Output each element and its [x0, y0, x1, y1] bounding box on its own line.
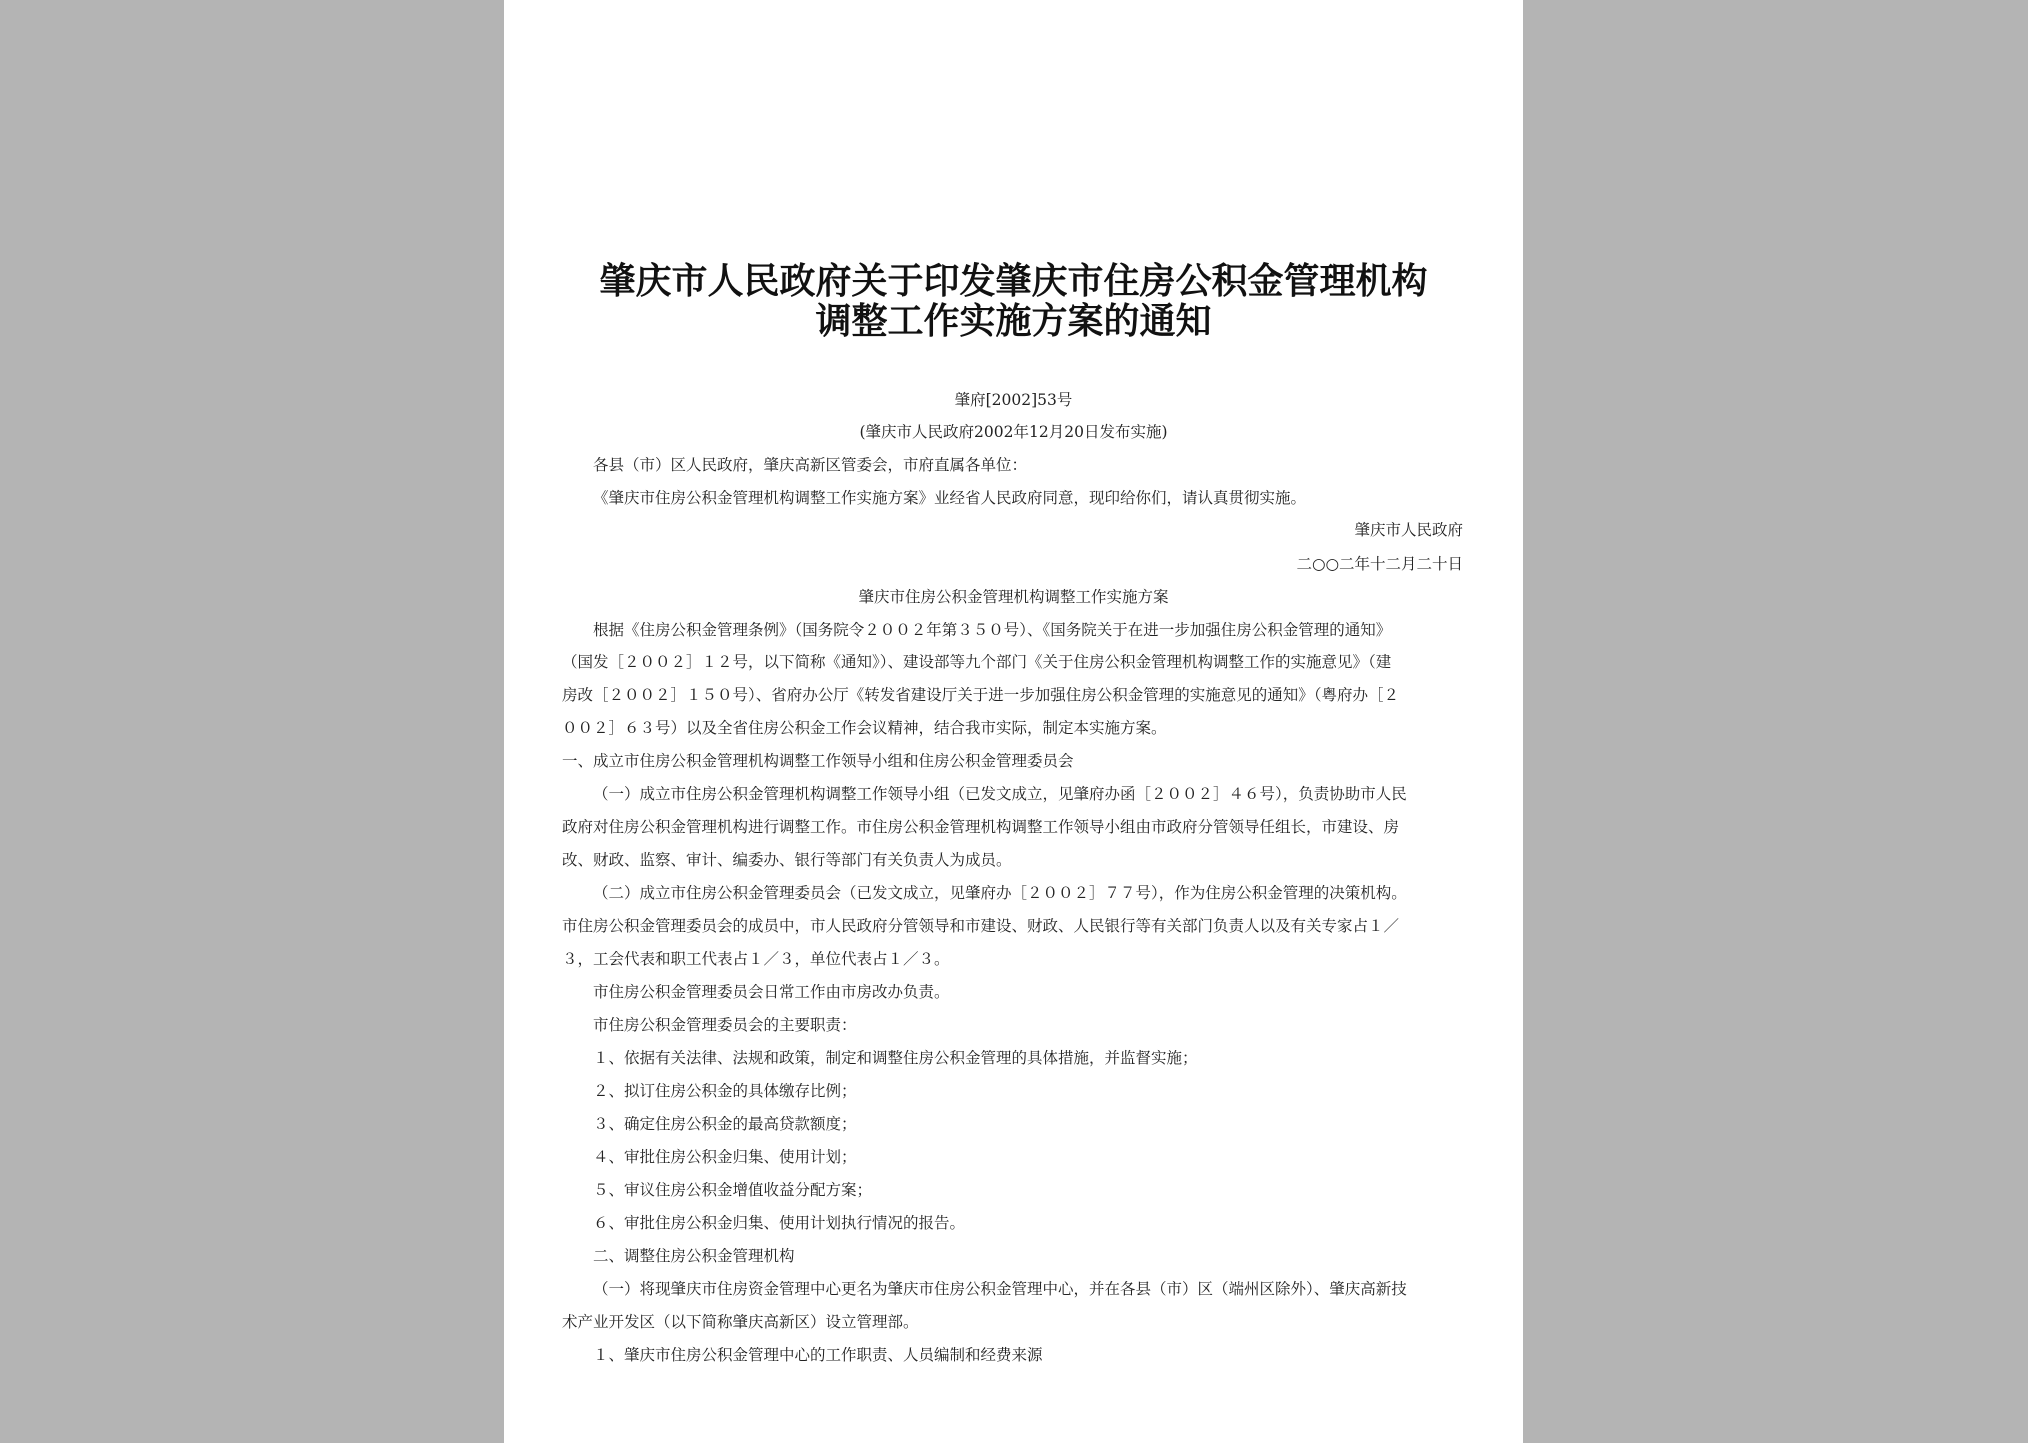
doc-number: 肇府[2002]53号 — [954, 391, 1073, 409]
body-line: 市住房公积金管理委员会的成员中，市人民政府分管领导和市建设、财政、人民银行等有关部门负责人以及有关专家占１／ — [562, 917, 1400, 935]
body-line: 二、调整住房公积金管理机构 — [593, 1247, 795, 1265]
plan-title: 肇庆市住房公积金管理机构调整工作实施方案 — [858, 588, 1169, 606]
title-line-2: 调整工作实施方案的通知 — [815, 301, 1212, 342]
body-line: 改、财政、监察、审计、编委办、银行等部门有关负责人为成员。 — [562, 851, 1012, 869]
document-page — [504, 0, 1523, 1443]
body-line: ２、拟订住房公积金的具体缴存比例； — [593, 1082, 857, 1100]
body-line: ６、审批住房公积金归集、使用计划执行情况的报告。 — [593, 1214, 966, 1232]
body-line: 市住房公积金管理委员会的主要职责： — [593, 1016, 857, 1034]
body-line: ３，工会代表和职工代表占１／３，单位代表占１／３。 — [562, 950, 950, 968]
issue-note: (肇庆市人民政府2002年12月20日发布实施) — [859, 423, 1168, 441]
signature: 肇庆市人民政府 — [1354, 521, 1463, 539]
body-line: ５、审议住房公积金增值收益分配方案； — [593, 1181, 873, 1199]
body-line: 根据《住房公积金管理条例》（国务院令２００２年第３５０号）、《国务院关于在进一步加强住房公积金管理的通知》 — [593, 621, 1392, 639]
body-line: １、依据有关法律、法规和政策，制定和调整住房公积金管理的具体措施，并监督实施； — [593, 1049, 1198, 1067]
document-title — [504, 262, 1523, 342]
addressee: 各县（市）区人民政府，肇庆高新区管委会，市府直属各单位： — [593, 456, 1028, 474]
body-line: 政府对住房公积金管理机构进行调整工作。市住房公积金管理机构调整工作领导小组由市政府分管领导任组长，市建设、房 — [562, 818, 1400, 836]
issue-date: 二○○二年十二月二十日 — [1296, 555, 1463, 573]
body-line: ３、确定住房公积金的最高贷款额度； — [593, 1115, 857, 1133]
body-line: （一）将现肇庆市住房资金管理中心更名为肇庆市住房公积金管理中心，并在各县（市）区（端州区除外）、肇庆高新技 — [593, 1280, 1407, 1298]
body-line: １、肇庆市住房公积金管理中心的工作职责、人员编制和经费来源 — [593, 1346, 1043, 1364]
body-line: （一）成立市住房公积金管理机构调整工作领导小组（已发文成立，见肇府办函［２００２］４６号），负责协助市人民 — [593, 785, 1407, 803]
body-line: 市住房公积金管理委员会日常工作由市房改办负责。 — [593, 983, 950, 1001]
body-line: （国发［２００２］１２号，以下简称《通知》）、建设部等九个部门《关于住房公积金管理机构调整工作的实施意见》（建 — [562, 653, 1392, 671]
body-line: ００２］６３号）以及全省住房公积金工作会议精神，结合我市实际，制定本实施方案。 — [562, 719, 1167, 737]
body-line: （二）成立市住房公积金管理委员会（已发文成立，见肇府办［２００２］７７号），作为住房公积金管理的决策机构。 — [593, 884, 1407, 902]
body-line: ４、审批住房公积金归集、使用计划； — [593, 1148, 857, 1166]
body-line: 房改［２００２］１５０号）、省府办公厅《转发省建设厅关于进一步加强住房公积金管理的实施意见的通知》（粤府办［２ — [562, 686, 1400, 704]
body-line: 一、成立市住房公积金管理机构调整工作领导小组和住房公积金管理委员会 — [562, 752, 1074, 770]
title-line-1: 肇庆市人民政府关于印发肇庆市住房公积金管理机构 — [599, 261, 1428, 302]
intro-paragraph: 《肇庆市住房公积金管理机构调整工作实施方案》业经省人民政府同意，现印给你们，请认真贯彻实施。 — [593, 489, 1307, 507]
body-line: 术产业开发区（以下简称肇庆高新区）设立管理部。 — [562, 1313, 919, 1331]
